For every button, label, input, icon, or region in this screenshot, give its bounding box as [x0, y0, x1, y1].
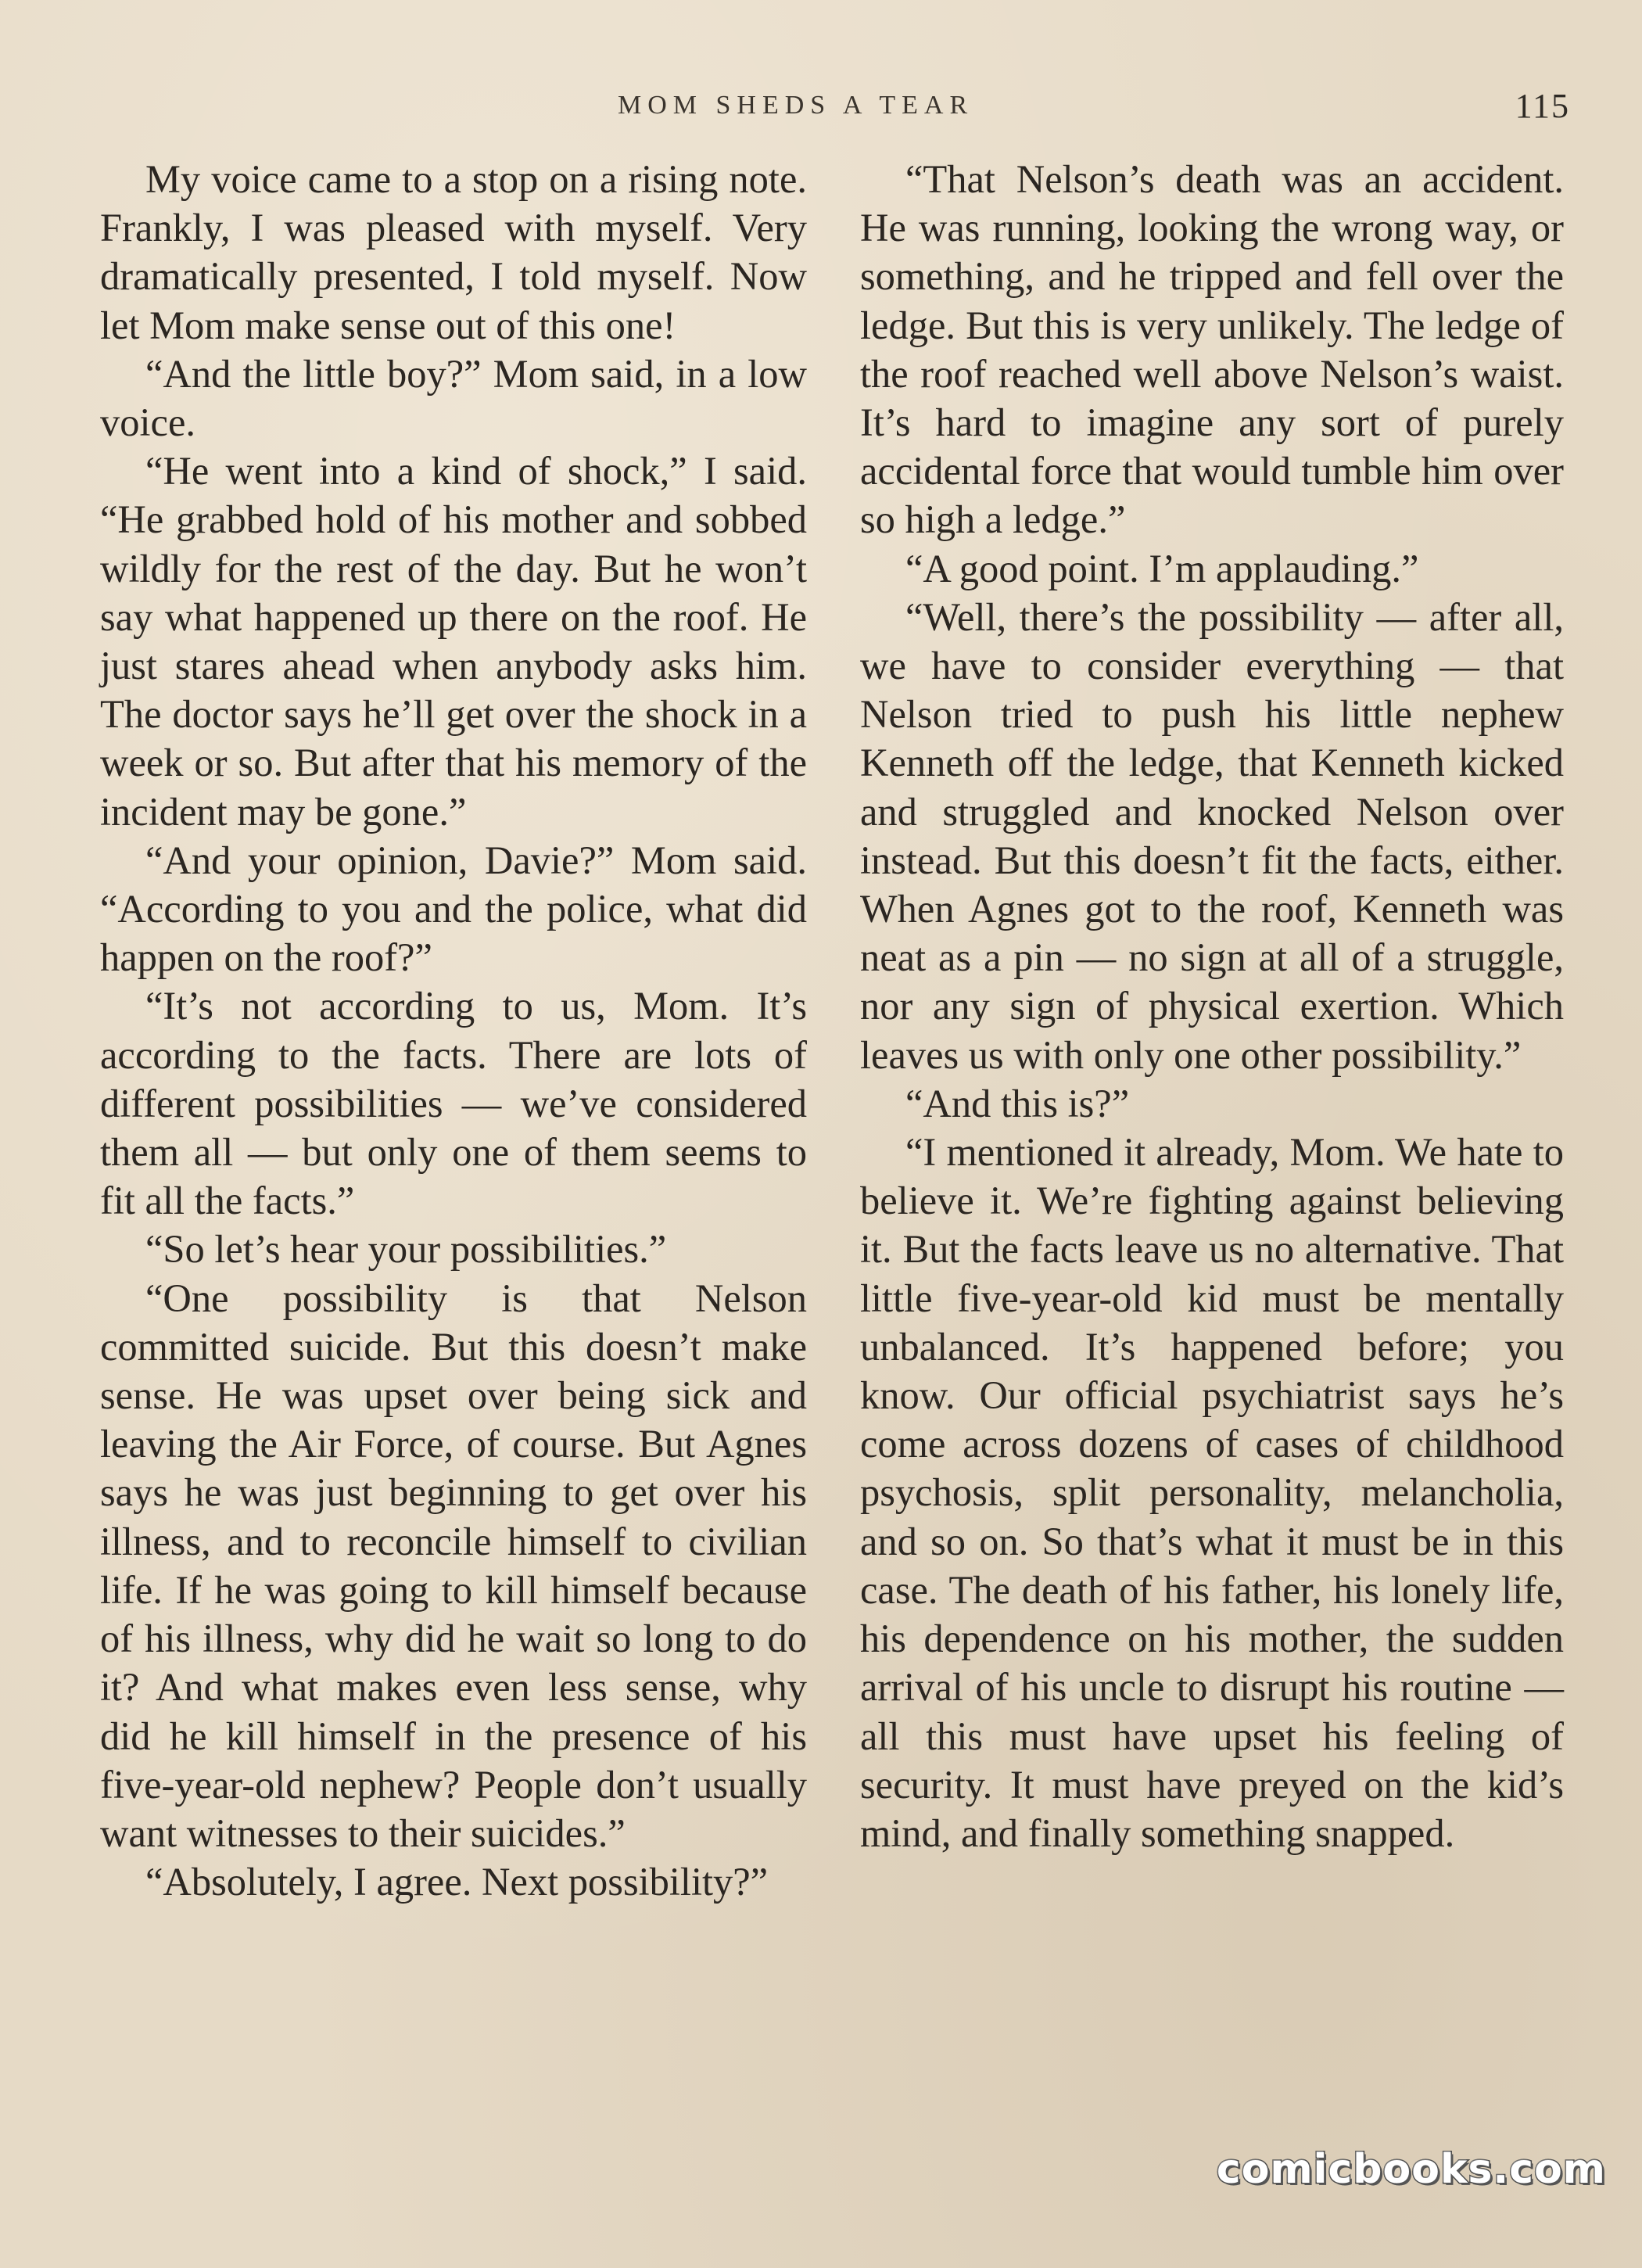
paragraph: My voice came to a stop on a rising note. Frankly, I was pleased with myself. Very dramatically presented, I told myself. Now let Mom make sense out of this one! — [100, 157, 807, 347]
paragraph: “So let’s hear your possibilities.” — [145, 1227, 667, 1272]
paragraph: “It’s not according to us, Mom. It’s according to the facts. There are lots of different possibilities — we’ve considered them all — but only one of them seems to fit all the facts.” — [100, 984, 807, 1223]
paragraph: “One possibility is that Nelson committed suicide. But this doesn’t make sense. He was upset over being sick and leaving the Air Force, of course. But Agnes says he was just beginning to get over his illness, and to reconcile himself to civilian life. If he was going to kill himself because of his illness, why did he wait so long to do it? And what makes even less sense, why did he kill himself in the presence of his five-year-old nephew? People don’t usually want witnesses to their suicides.” — [100, 1276, 807, 1855]
paragraph: “A good point. I’m applauding.” — [905, 546, 1419, 590]
paragraph: “And the little boy?” Mom said, in a low voice. — [100, 351, 807, 445]
watermark-logo: comicbooks.com — [1216, 2146, 1606, 2193]
paragraph: “Well, there’s the possibility — after all, we have to consider everything — that Nelson tried to push his little nephew Kenneth off the ledge, that Kenneth kicked and struggled and knocked Nelson over instead. But this doesn’t fit the facts, either. When Agnes got to the roof, Kenneth was neat as a pin — no sign at all of a struggle, nor any sign of physical exertion. Which leaves us with only one other possibility.” — [860, 594, 1564, 1077]
paragraph: “And this is?” — [905, 1081, 1130, 1125]
right-column — [860, 155, 1564, 1857]
paragraph: “He went into a kind of shock,” I said. “He grabbed hold of his mother and sobbed wildly for the rest of the day. But he won’t say what happened up there on the roof. He just stares ahead when anybody asks him. The doctor says he’ll get over the shock in a week or so. But after that his memory of the incident may be gone.” — [100, 449, 807, 834]
paragraph: “Absolutely, I agree. Next possibility?” — [145, 1860, 769, 1904]
left-column — [100, 155, 807, 1906]
page-number: 115 — [1515, 87, 1570, 125]
running-head — [0, 88, 1642, 135]
paragraph: “I mentioned it already, Mom. We hate to believe it. We’re fighting against believing it. But the facts leave us no alternative. That little five-year-old kid must be mentally unbalanced. It’s happened before; you know. Our official psychiatrist says he’s come across dozens of cases of childhood psychosis, split personality, melancholia, and so on. So that’s what it must be in this case. The death of his father, his lonely life, his dependence on his mother, the sudden arrival of his uncle to disrupt his routine — all this must have upset his feeling of security. It must have preyed on the kid’s mind, and finally something snapped. — [860, 1130, 1564, 1855]
paragraph: “That Nelson’s death was an accident. He was running, looking the wrong way, or something, and he tripped and fell over the ledge. But this is very unlikely. The ledge of the roof reached well above Nelson’s waist. It’s hard to imagine any sort of purely accidental force that would tumble him over so high a ledge.” — [860, 157, 1564, 542]
paragraph: “And your opinion, Davie?” Mom said. “According to you and the police, what did happen on the roof?” — [100, 838, 807, 980]
running-title: MOM SHEDS A TEAR — [618, 91, 974, 120]
